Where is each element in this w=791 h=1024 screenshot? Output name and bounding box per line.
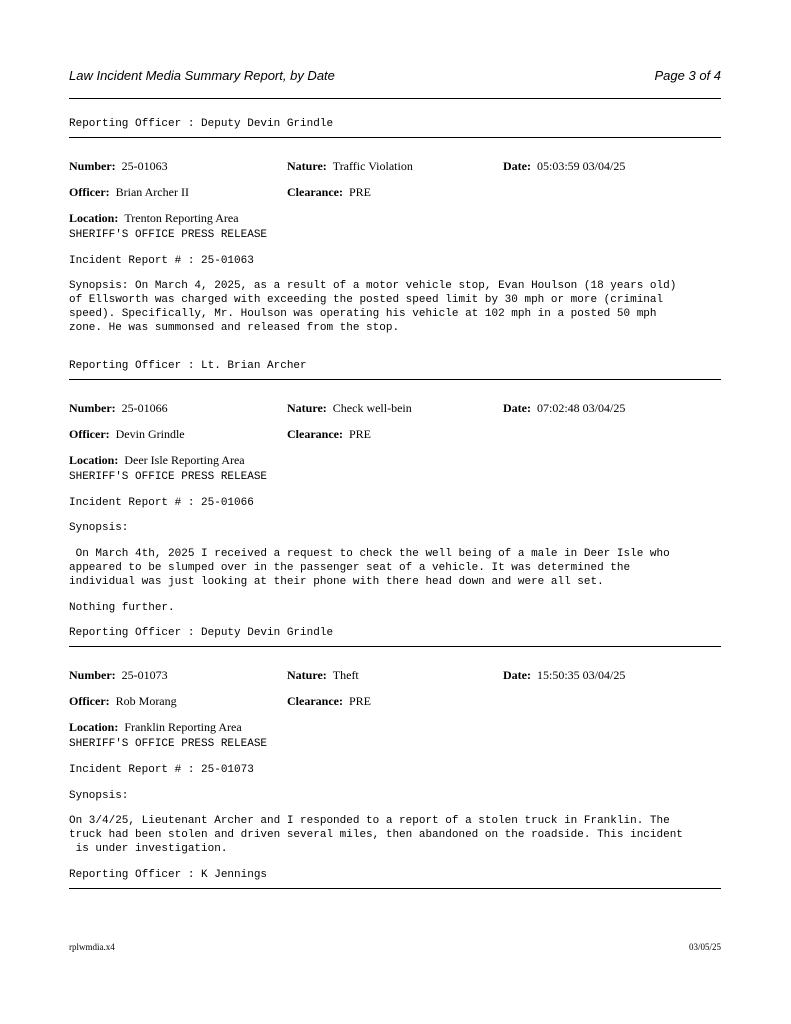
press-release-label: SHERIFF'S OFFICE PRESS RELEASE [69,229,268,241]
incident-report-number: Incident Report # : 25-01066 [69,497,254,509]
incident-synopsis: On March 4th, 2025 I received a request to check the well being of a male in Deer Isle who appeared to be slumped over in the passenger seat of a vehicle. It was determined the individual was just looking at their phone with there head down and were all set. [69,548,670,588]
reporting-officer: Reporting Officer : K Jennings [69,869,268,881]
press-release-label: SHERIFF'S OFFICE PRESS RELEASE [69,471,268,483]
synopsis-note: Nothing further. [69,602,175,614]
incident-report-number: Incident Report # : 25-01063 [69,255,254,267]
incident-location: Location: Trenton Reporting Area [69,211,239,225]
incident-number: Number: 25-01073 [69,668,168,682]
incident-number: Number: 25-01063 [69,159,168,173]
divider [69,98,721,99]
divider [69,646,721,647]
divider [69,137,721,138]
incident-nature: Nature: Traffic Violation [287,159,413,173]
incident-officer: Officer: Rob Morang [69,694,177,708]
incident-location: Location: Deer Isle Reporting Area [69,453,245,467]
page-number: Page 3 of 4 [654,68,721,83]
incident-number: Number: 25-01066 [69,401,168,415]
reporting-officer: Reporting Officer : Deputy Devin Grindle [69,627,334,639]
incident-nature: Nature: Check well-bein [287,401,412,415]
incident-date: Date: 15:50:35 03/04/25 [503,668,626,682]
incident-date: Date: 05:03:59 03/04/25 [503,159,626,173]
report-title: Law Incident Media Summary Report, by Date [69,68,335,83]
incident-clearance: Clearance: PRE [287,427,371,441]
press-release-label: SHERIFF'S OFFICE PRESS RELEASE [69,738,268,750]
incident-synopsis: On 3/4/25, Lieutenant Archer and I responded to a report of a stolen truck in Franklin. The truck had been stolen and driven several miles, then abandoned on the roadside. This incident is under investigation. [69,815,683,855]
print-date: 03/05/25 [688,942,721,952]
incident-date: Date: 07:02:48 03/04/25 [503,401,626,415]
incident-clearance: Clearance: PRE [287,185,371,199]
report-code: rplwmdia.x4 [69,942,115,952]
incident-officer: Officer: Devin Grindle [69,427,185,441]
incident-synopsis: Synopsis: On March 4, 2025, as a result of a motor vehicle stop, Evan Houlson (18 years old) of Ellsworth was charged with exceeding the posted speed limit by 30 mph or more (criminal speed). Specifically, Mr. Houlson was operating his vehicle at 102 mph in a posted 50 mph zone. He was summonsed and released from the stop. [69,280,677,334]
divider [69,888,721,889]
incident-report-number: Incident Report # : 25-01073 [69,764,254,776]
divider [69,379,721,380]
top-reporting-officer: Reporting Officer : Deputy Devin Grindle [69,118,334,130]
reporting-officer: Reporting Officer : Lt. Brian Archer [69,360,307,372]
synopsis-label: Synopsis: [69,790,129,802]
incident-clearance: Clearance: PRE [287,694,371,708]
incident-officer: Officer: Brian Archer II [69,185,189,199]
incident-location: Location: Franklin Reporting Area [69,720,242,734]
incident-nature: Nature: Theft [287,668,359,682]
synopsis-label: Synopsis: [69,522,129,534]
